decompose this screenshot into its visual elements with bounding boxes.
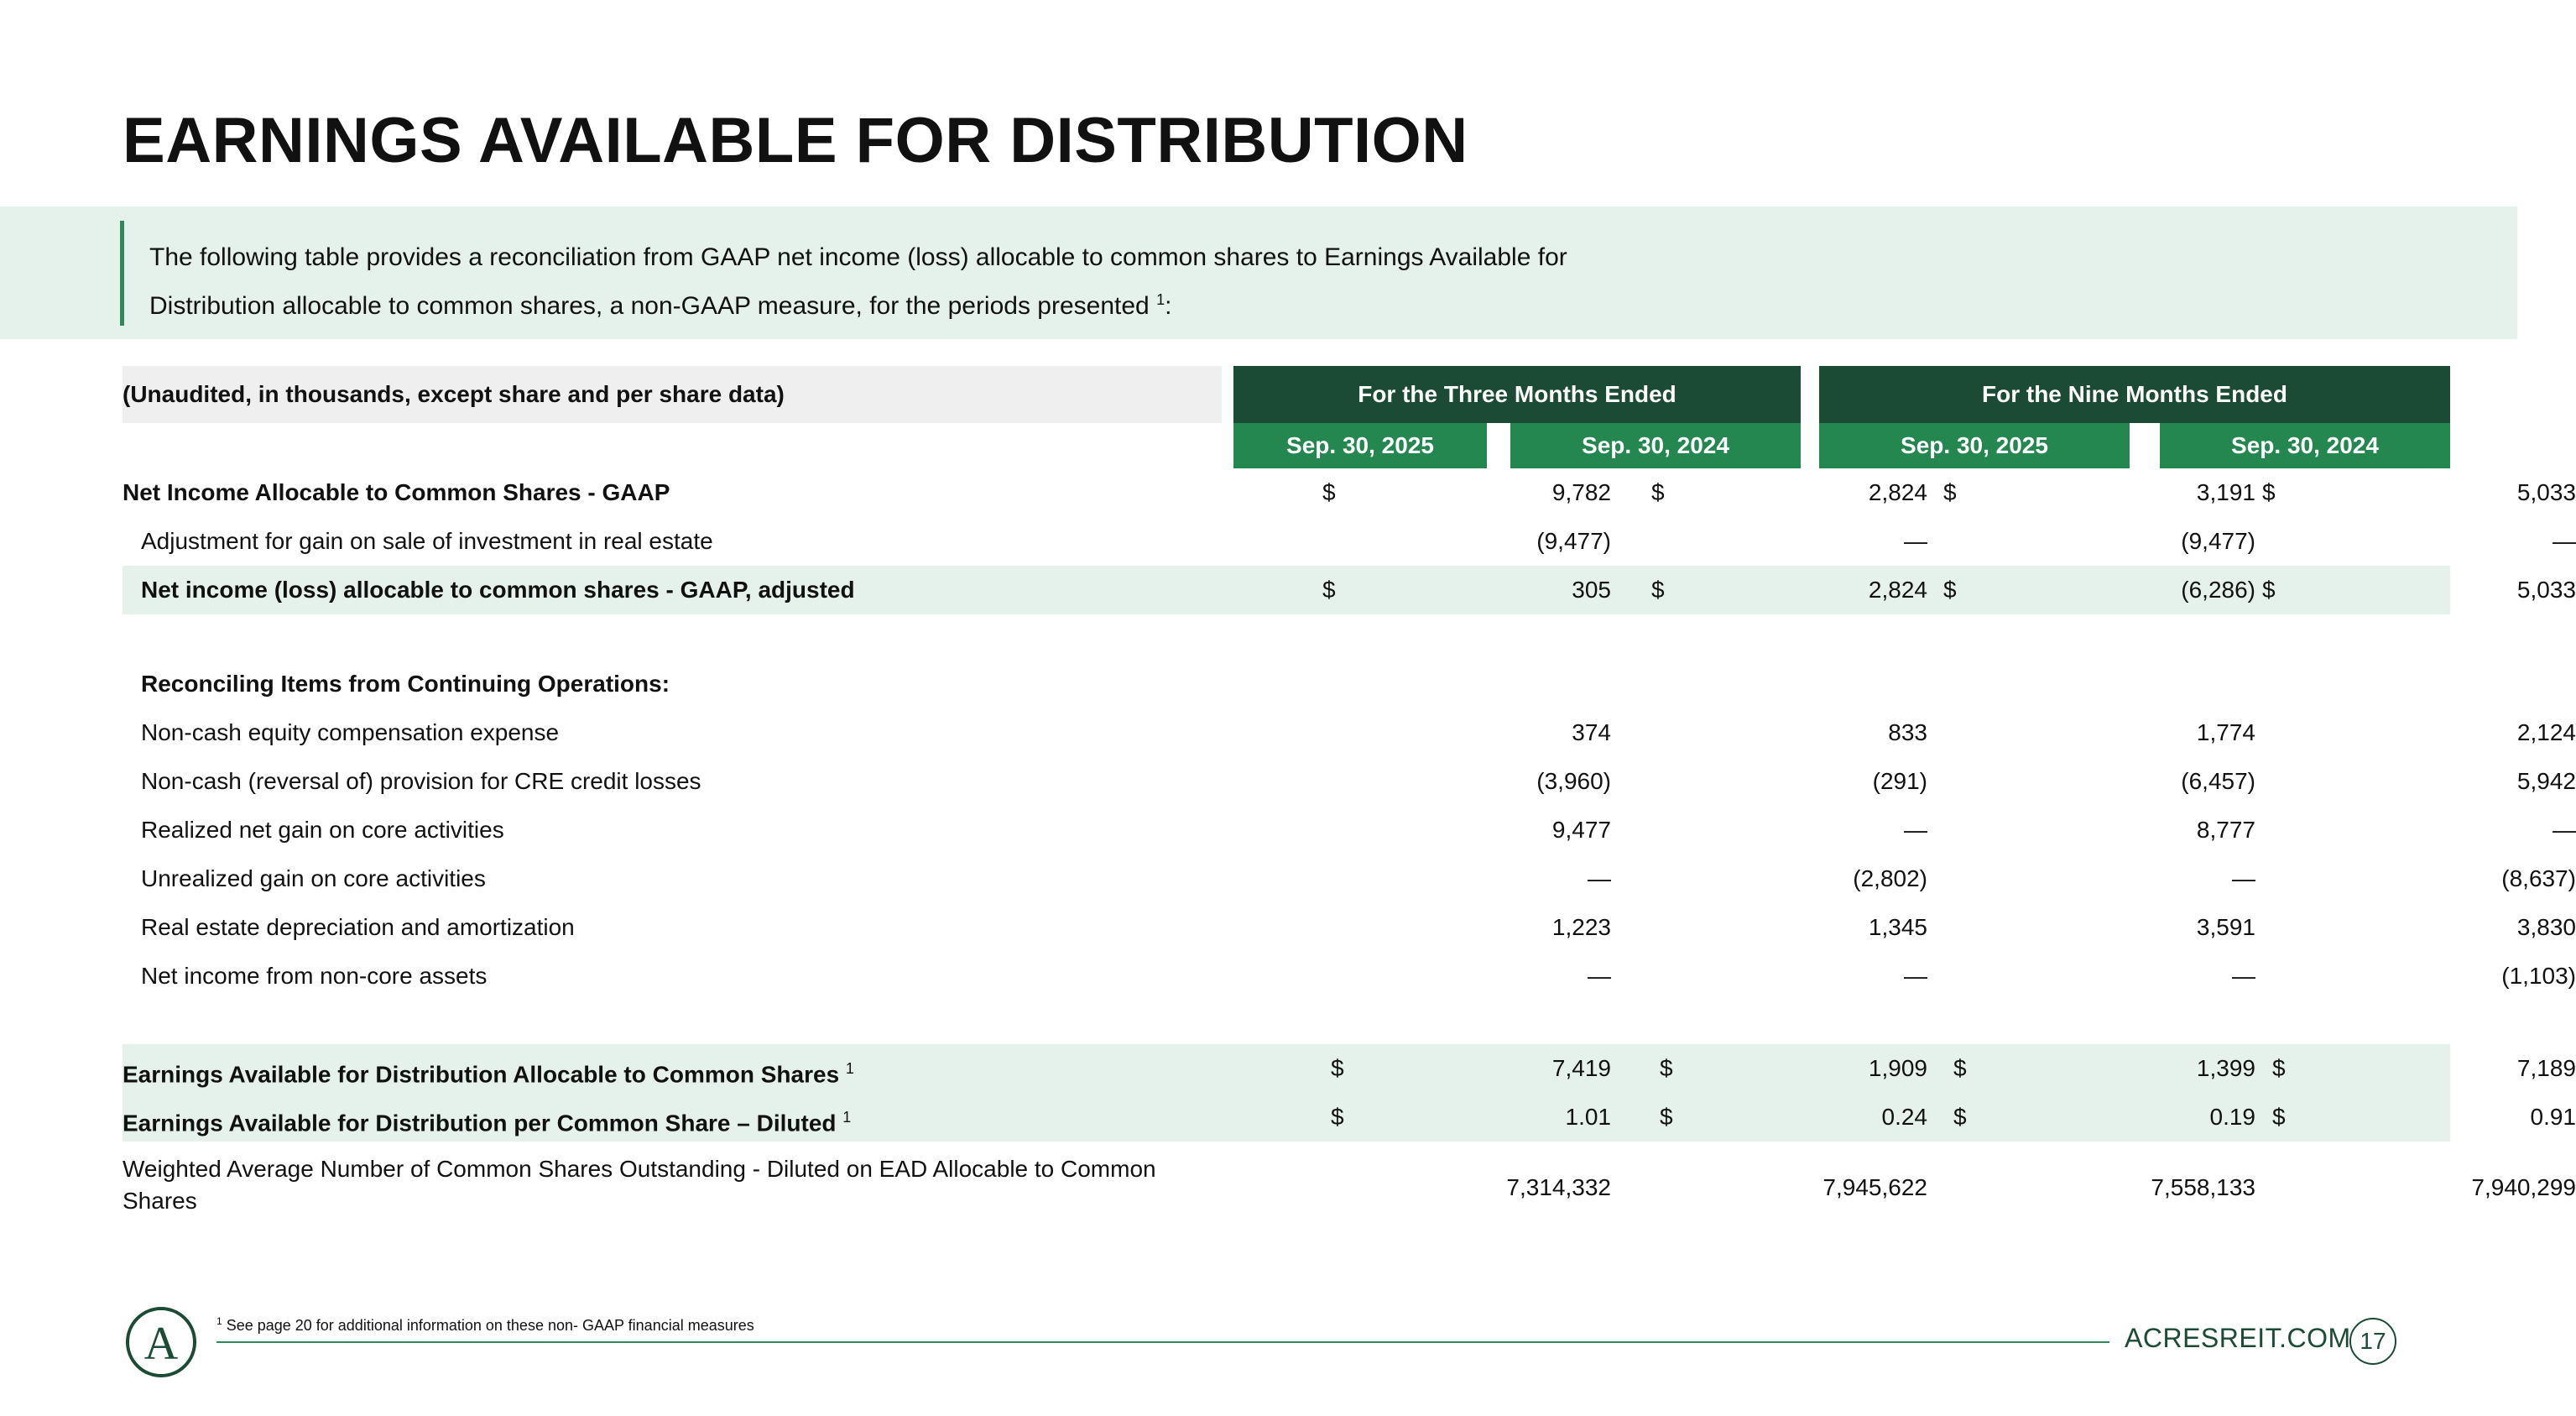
cell-value: 5,942 [2516,768,2576,794]
currency-symbol: $ [1943,577,1957,603]
intro-text [149,237,1744,327]
cell-value: 9,477 [1551,817,1611,843]
intro-footnote-ref: 1 [1156,291,1165,308]
currency-symbol: $ [1651,479,1665,505]
acres-logo [123,1304,200,1381]
cell-value: 7,945,622 [1822,1174,1927,1200]
group-header-three-months: For the Three Months Ended [1233,366,1801,423]
intro-accent-bar [120,221,124,326]
table-row [123,566,2576,614]
cell-value: 7,940,299 [2471,1174,2576,1200]
cell-value: 8,777 [2196,817,2255,843]
currency-symbol: $ [1331,1055,1344,1081]
currency-symbol: $ [2272,1055,2286,1081]
intro-line-1: The following table provides a reconciliation from GAAP net income (loss) allocable to common shares to Earnings Available for [149,243,1567,271]
row-label [123,1044,854,1099]
cell-value: 3,191 [2196,479,2255,505]
cell-value: 3,830 [2516,914,2576,940]
cell-value: (8,637) [2501,865,2576,891]
cell-value: (291) [1872,768,1927,794]
cell-value: (2,802) [1853,865,1927,891]
page-number: 17 [2349,1318,2396,1365]
column-header-9m-2024: Sep. 30, 2024 [2160,423,2450,468]
currency-symbol: $ [1953,1055,1967,1081]
column-header-3m-2025: Sep. 30, 2025 [1233,423,1487,468]
cell-value: 833 [1888,719,1927,745]
cell-value: — [1904,817,1927,843]
currency-symbol: $ [1331,1104,1344,1130]
intro-suffix: : [1165,292,1172,320]
currency-symbol: $ [1943,479,1957,505]
table-row [123,952,2576,1001]
row-label: Net income (loss) allocable to common shares - GAAP, adjusted [141,577,855,603]
row-label: Non-cash (reversal of) provision for CRE credit losses [141,768,701,794]
currency-symbol: $ [1322,479,1336,505]
cell-value: — [1588,963,1611,989]
cell-value: 7,189 [2516,1055,2576,1081]
cell-value: 0.24 [1881,1104,1927,1130]
cell-value: 374 [1572,719,1611,745]
row-label: Weighted Average Number of Common Shares Outstanding - Diluted on EAD Allocable to Common Shares [123,1156,1156,1214]
footnote [216,1315,754,1335]
row-label-text: Earnings Available for Distribution Allocable to Common Shares [123,1061,846,1088]
cell-value: 7,419 [1551,1055,1611,1081]
row-label: Net Income Allocable to Common Shares - GAAP [123,479,670,505]
currency-symbol: $ [1322,577,1336,603]
cell-value: 2,124 [2516,719,2576,745]
row-label: Unrealized gain on core activities [141,865,486,891]
cell-value: — [1588,865,1611,891]
website-link[interactable]: ACRESREIT.COM [2125,1323,2351,1353]
table-row [123,903,2576,952]
row-label [123,1093,851,1147]
table-row [123,854,2576,903]
cell-value: 2,824 [1868,479,1927,505]
cell-value: 1,909 [1868,1055,1927,1081]
cell-value: 1,399 [2196,1055,2255,1081]
column-header-3m-2024: Sep. 30, 2024 [1510,423,1801,468]
cell-value: 0.19 [2209,1104,2255,1130]
table-row [123,806,2576,854]
cell-value: — [2232,963,2255,989]
logo-letter: A [143,1318,179,1370]
column-header-9m-2025: Sep. 30, 2025 [1819,423,2130,468]
section-heading: Reconciling Items from Continuing Operations: [141,671,670,697]
cell-value: — [1904,528,1927,554]
cell-value: — [1904,963,1927,989]
cell-value: (6,286) [2181,577,2255,603]
currency-symbol: $ [2272,1104,2286,1130]
page-title: EARNINGS AVAILABLE FOR DISTRIBUTION [123,105,1468,176]
table-row [123,757,2576,806]
cell-value: (1,103) [2501,963,2576,989]
table-row [123,1150,2576,1225]
footnote-ref: 1 [842,1109,852,1126]
cell-value: 5,033 [2516,577,2576,603]
table-row [123,708,2576,757]
cell-value: 305 [1572,577,1611,603]
footnote-ref: 1 [845,1060,854,1077]
intro-line-2: Distribution allocable to common shares, a non-GAAP measure, for the periods presented [149,292,1157,320]
currency-symbol: $ [2262,577,2276,603]
section-heading-row [123,660,2450,708]
currency-symbol: $ [1953,1104,1967,1130]
cell-value: (6,457) [2181,768,2255,794]
table-row [123,1044,2576,1093]
currency-symbol: $ [1660,1104,1673,1130]
table-row [123,468,2576,517]
cell-value: 1,774 [2196,719,2255,745]
cell-value: (3,960) [1536,768,1611,794]
row-label: Net income from non-core assets [141,963,488,989]
cell-value: 7,314,332 [1506,1174,1611,1200]
cell-value: (9,477) [1536,528,1611,554]
cell-value: (9,477) [2181,528,2255,554]
footer-divider [216,1341,2109,1343]
cell-value: — [2232,865,2255,891]
cell-value: 2,824 [1868,577,1927,603]
group-header-nine-months: For the Nine Months Ended [1819,366,2450,423]
currency-symbol: $ [2262,479,2276,505]
cell-value: 3,591 [2196,914,2255,940]
cell-value: — [2553,817,2576,843]
currency-symbol: $ [1660,1055,1673,1081]
cell-value: 9,782 [1551,479,1611,505]
row-label: Realized net gain on core activities [141,817,504,843]
cell-value: — [2553,528,2576,554]
table-row [123,1093,2576,1142]
footnote-number: 1 [216,1315,222,1327]
cell-value: 0.91 [2530,1104,2576,1130]
cell-value: 7,558,133 [2151,1174,2255,1200]
row-label: Real estate depreciation and amortization [141,914,575,940]
row-label-text: Earnings Available for Distribution per Common Share – Diluted [123,1110,843,1136]
table-header-label: (Unaudited, in thousands, except share and per share data) [123,366,1222,423]
footnote-text: See page 20 for additional information on these non- GAAP financial measures [222,1317,754,1334]
cell-value: 1.01 [1565,1104,1611,1130]
currency-symbol: $ [1651,577,1665,603]
row-label: Adjustment for gain on sale of investment in real estate [141,528,713,554]
cell-value: 1,345 [1868,914,1927,940]
row-label: Non-cash equity compensation expense [141,719,560,745]
cell-value: 5,033 [2516,479,2576,505]
cell-value: 1,223 [1551,914,1611,940]
table-row [123,517,2576,566]
